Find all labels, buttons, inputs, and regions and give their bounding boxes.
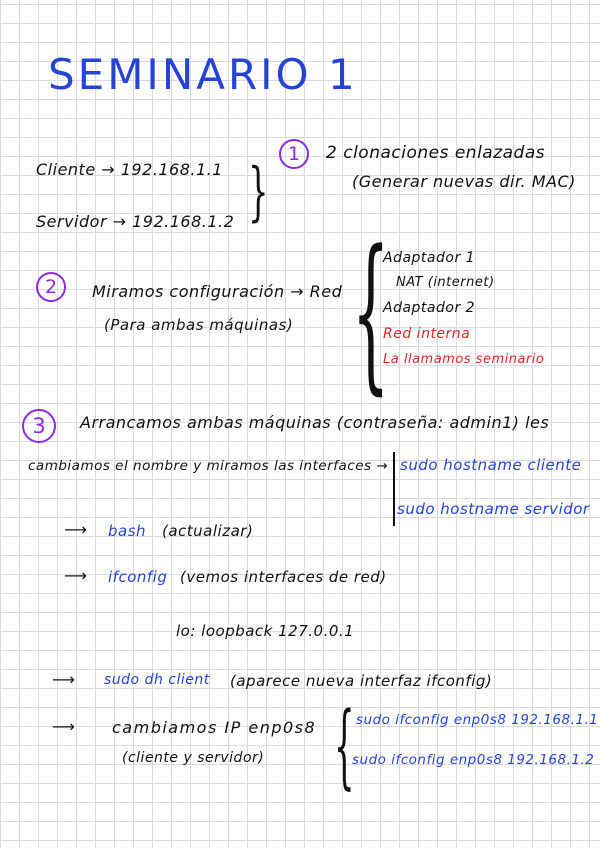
section3-brace: { bbox=[334, 692, 355, 799]
dhclient-cmd: sudo dh client bbox=[104, 672, 210, 688]
cambiamos-ip-note: (cliente y servidor) bbox=[122, 750, 265, 766]
loopback-line: lo: loopback 127.0.0.1 bbox=[176, 622, 355, 640]
cambiamos-nombre-line: cambiamos el nombre y miramos las interfaces → bbox=[28, 458, 389, 474]
cliente-ip-line: Cliente → 192.168.1.1 bbox=[36, 160, 223, 179]
configuracion-line: Miramos configuración → Red bbox=[92, 282, 343, 301]
section1-brace: } bbox=[248, 155, 269, 229]
hostname-cliente-cmd: sudo hostname cliente bbox=[400, 456, 582, 474]
cambiamos-ip-arrow: ⟶ bbox=[52, 717, 76, 736]
ifconfig-arrow: ⟶ bbox=[64, 566, 88, 585]
page-title: SEMINARIO 1 bbox=[48, 50, 358, 99]
ifconfig-note: (vemos interfaces de red) bbox=[180, 568, 387, 586]
dhclient-arrow: ⟶ bbox=[52, 670, 76, 689]
section2-brace: { bbox=[352, 214, 390, 410]
nat-label: NAT (internet) bbox=[396, 275, 495, 290]
clonaciones-line: 2 clonaciones enlazadas bbox=[326, 143, 546, 163]
arrancamos-line: Arrancamos ambas máquinas (contraseña: admin1) les bbox=[80, 413, 550, 432]
ip-servidor-cmd: sudo ifconfig enp0s8 192.168.1.2 bbox=[352, 752, 595, 768]
mac-note: (Generar nuevas dir. MAC) bbox=[352, 172, 576, 191]
hostname-servidor-cmd: sudo hostname servidor bbox=[397, 500, 590, 518]
bash-cmd: bash bbox=[108, 522, 147, 540]
ambas-maquinas-note: (Para ambas máquinas) bbox=[104, 316, 294, 334]
bash-note: (actualizar) bbox=[162, 522, 254, 540]
cambiamos-ip-line: cambiamos IP enp0s8 bbox=[112, 718, 317, 737]
hostname-divider bbox=[393, 452, 395, 526]
adaptador2-label: Adaptador 2 bbox=[383, 300, 476, 316]
bash-arrow: ⟶ bbox=[64, 520, 88, 539]
servidor-ip-line: Servidor → 192.168.1.2 bbox=[36, 212, 235, 231]
red-interna-label: Red interna bbox=[383, 326, 471, 342]
seminario-label: La llamamos seminario bbox=[383, 352, 545, 367]
section2-number-badge: 2 bbox=[36, 272, 66, 302]
adaptador1-label: Adaptador 1 bbox=[383, 250, 476, 266]
ifconfig-cmd: ifconfig bbox=[108, 568, 168, 586]
dhclient-note: (aparece nueva interfaz ifconfig) bbox=[230, 672, 493, 690]
ip-cliente-cmd: sudo ifconfig enp0s8 192.168.1.1 bbox=[356, 712, 599, 728]
section3-number-badge: 3 bbox=[22, 409, 56, 443]
section1-number-badge: 1 bbox=[279, 139, 309, 169]
